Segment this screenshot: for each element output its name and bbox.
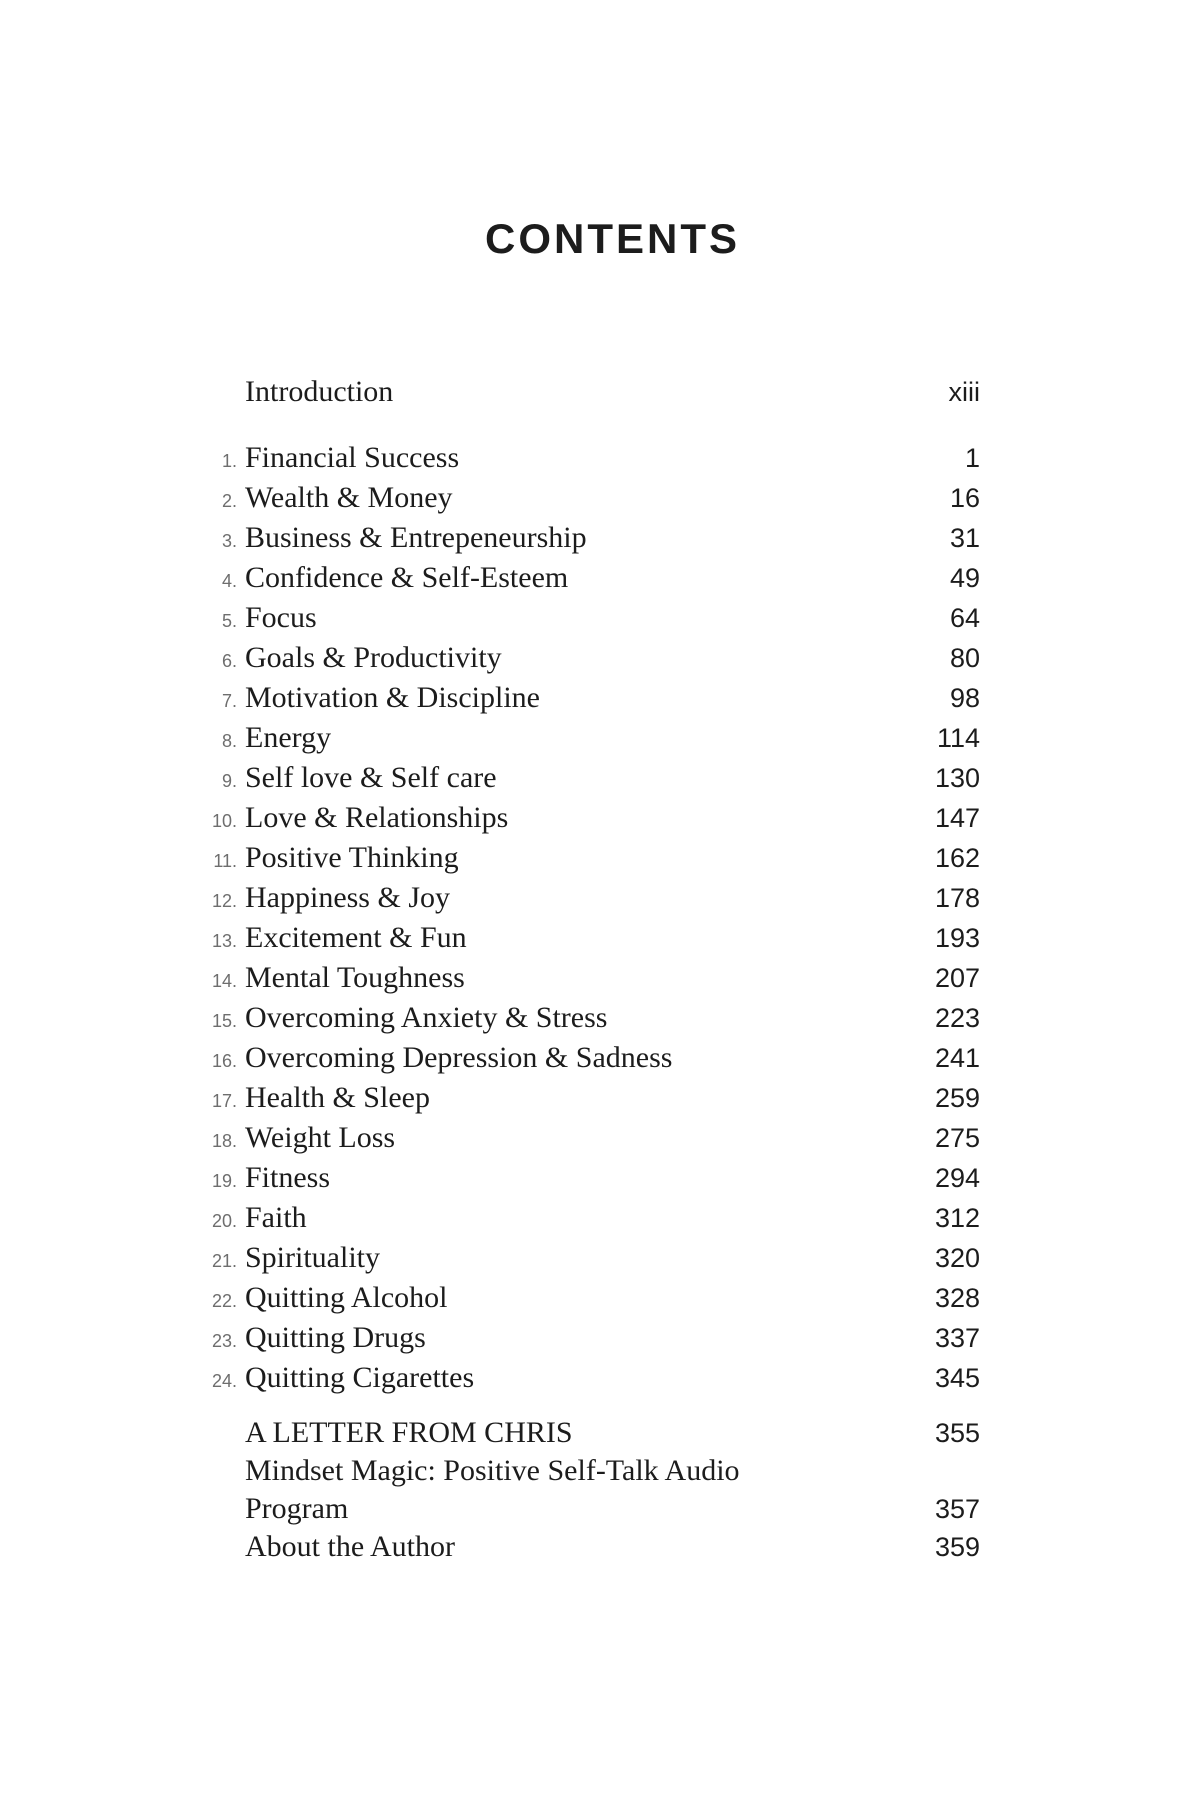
chapter-page-number: 64 bbox=[949, 603, 980, 633]
chapter-page-number: 31 bbox=[949, 523, 980, 553]
chapter-page-number: 193 bbox=[934, 923, 980, 953]
toc-chapter-row bbox=[200, 518, 980, 558]
toc-chapter-row bbox=[200, 838, 980, 878]
page-title: CONTENTS bbox=[485, 215, 740, 262]
chapter-title: Positive Thinking bbox=[245, 841, 459, 874]
toc-chapter-row bbox=[200, 918, 980, 958]
back-matter-page-number: 357 bbox=[934, 1494, 980, 1524]
chapter-number: 12. bbox=[211, 891, 237, 911]
chapter-title: Quitting Alcohol bbox=[245, 1281, 448, 1314]
toc-chapter-row bbox=[200, 438, 980, 478]
back-matter-page-number: 359 bbox=[934, 1532, 980, 1562]
chapter-title: Motivation & Discipline bbox=[245, 681, 540, 714]
chapter-number: 3. bbox=[221, 531, 237, 551]
toc-chapter-row bbox=[200, 718, 980, 758]
chapter-number: 5. bbox=[221, 611, 237, 631]
chapter-title: Quitting Cigarettes bbox=[245, 1361, 475, 1394]
toc-chapter-row bbox=[200, 798, 980, 838]
toc-back-matter-row bbox=[200, 1452, 980, 1528]
chapter-page-number: 207 bbox=[934, 963, 980, 993]
chapter-number: 19. bbox=[211, 1171, 237, 1191]
chapter-number: 21. bbox=[211, 1251, 237, 1271]
chapter-title: Faith bbox=[245, 1201, 307, 1234]
toc-chapter-row bbox=[200, 638, 980, 678]
chapter-number: 4. bbox=[221, 571, 237, 591]
chapter-title: Happiness & Joy bbox=[245, 881, 450, 914]
chapter-number: 1. bbox=[221, 451, 237, 471]
chapter-number: 2. bbox=[221, 491, 237, 511]
back-matter-title: A LETTER FROM CHRIS bbox=[245, 1416, 573, 1449]
toc-chapter-row bbox=[200, 1158, 980, 1198]
toc-intro-row bbox=[200, 372, 980, 412]
chapter-number: 16. bbox=[211, 1051, 237, 1071]
chapter-page-number: 294 bbox=[934, 1163, 980, 1193]
toc-chapter-row bbox=[200, 758, 980, 798]
toc-chapter-row bbox=[200, 998, 980, 1038]
toc-chapter-row bbox=[200, 1358, 980, 1398]
chapter-page-number: 49 bbox=[949, 563, 980, 593]
chapter-number: 22. bbox=[211, 1291, 237, 1311]
chapter-number: 23. bbox=[211, 1331, 237, 1351]
toc-chapter-row bbox=[200, 478, 980, 518]
chapter-page-number: 312 bbox=[934, 1203, 980, 1233]
chapter-page-number: 80 bbox=[949, 643, 980, 673]
chapter-number: 10. bbox=[211, 811, 237, 831]
chapter-number: 18. bbox=[211, 1131, 237, 1151]
chapter-title: Confidence & Self-Esteem bbox=[245, 561, 569, 594]
chapter-number: 13. bbox=[211, 931, 237, 951]
chapter-title: Love & Relationships bbox=[245, 801, 509, 834]
chapter-title: Fitness bbox=[245, 1161, 331, 1194]
chapter-page-number: 178 bbox=[934, 883, 980, 913]
chapter-page-number: 162 bbox=[934, 843, 980, 873]
intro-title: Introduction bbox=[245, 375, 394, 408]
chapter-title: Wealth & Money bbox=[245, 481, 453, 514]
table-of-contents bbox=[200, 372, 980, 1566]
chapter-title: Focus bbox=[245, 601, 317, 634]
chapter-number: 6. bbox=[221, 651, 237, 671]
toc-chapter-row bbox=[200, 678, 980, 718]
chapter-title: Self love & Self care bbox=[245, 761, 497, 794]
chapter-number: 20. bbox=[211, 1211, 237, 1231]
back-matter-title: About the Author bbox=[245, 1530, 455, 1563]
intro-page-number: xiii bbox=[948, 377, 980, 407]
toc-chapter-row bbox=[200, 1318, 980, 1358]
chapter-page-number: 275 bbox=[934, 1123, 980, 1153]
chapter-number: 7. bbox=[221, 691, 237, 711]
chapter-title: Mental Toughness bbox=[245, 961, 465, 994]
chapter-page-number: 241 bbox=[934, 1043, 980, 1073]
chapter-title: Goals & Productivity bbox=[245, 641, 502, 674]
toc-chapter-row bbox=[200, 1238, 980, 1278]
chapter-number: 9. bbox=[221, 771, 237, 791]
chapter-page-number: 320 bbox=[934, 1243, 980, 1273]
chapter-title: Quitting Drugs bbox=[245, 1321, 426, 1354]
chapter-page-number: 130 bbox=[934, 763, 980, 793]
toc-chapter-row bbox=[200, 598, 980, 638]
back-matter-title: Mindset Magic: Positive Self-Talk Audio Program bbox=[245, 1454, 740, 1525]
chapter-page-number: 147 bbox=[934, 803, 980, 833]
toc-chapter-row bbox=[200, 1118, 980, 1158]
toc-chapter-row bbox=[200, 1078, 980, 1118]
chapter-title: Health & Sleep bbox=[245, 1081, 430, 1114]
toc-chapter-row bbox=[200, 558, 980, 598]
chapter-title: Excitement & Fun bbox=[245, 921, 467, 954]
chapter-title: Weight Loss bbox=[245, 1121, 396, 1154]
chapter-number: 24. bbox=[211, 1371, 237, 1391]
chapter-title: Overcoming Depression & Sadness bbox=[245, 1041, 673, 1074]
chapter-title: Business & Entrepeneurship bbox=[245, 521, 587, 554]
chapter-title: Spirituality bbox=[245, 1241, 380, 1274]
chapter-page-number: 259 bbox=[934, 1083, 980, 1113]
toc-chapter-row bbox=[200, 1198, 980, 1238]
toc-back-matter-row bbox=[200, 1528, 980, 1566]
toc-chapter-row bbox=[200, 878, 980, 918]
chapter-page-number: 345 bbox=[934, 1363, 980, 1393]
toc-chapter-row bbox=[200, 1038, 980, 1078]
chapter-page-number: 114 bbox=[936, 723, 980, 753]
chapter-page-number: 223 bbox=[934, 1003, 980, 1033]
chapter-page-number: 98 bbox=[949, 683, 980, 713]
chapter-page-number: 1 bbox=[964, 443, 980, 473]
chapter-title: Financial Success bbox=[245, 441, 460, 474]
chapter-number: 17. bbox=[211, 1091, 237, 1111]
chapter-list bbox=[200, 438, 980, 1398]
toc-chapter-row bbox=[200, 1278, 980, 1318]
toc-chapter-row bbox=[200, 958, 980, 998]
back-matter-page-number: 355 bbox=[934, 1418, 980, 1448]
back-matter-list bbox=[200, 1414, 980, 1566]
chapter-title: Energy bbox=[245, 721, 332, 754]
chapter-number: 15. bbox=[211, 1011, 237, 1031]
chapter-number: 11. bbox=[213, 851, 237, 871]
chapter-page-number: 328 bbox=[934, 1283, 980, 1313]
chapter-page-number: 16 bbox=[949, 483, 980, 513]
chapter-title: Overcoming Anxiety & Stress bbox=[245, 1001, 608, 1034]
chapter-number: 14. bbox=[211, 971, 237, 991]
chapter-number: 8. bbox=[221, 731, 237, 751]
toc-back-matter-row bbox=[200, 1414, 980, 1452]
chapter-page-number: 337 bbox=[934, 1323, 980, 1353]
